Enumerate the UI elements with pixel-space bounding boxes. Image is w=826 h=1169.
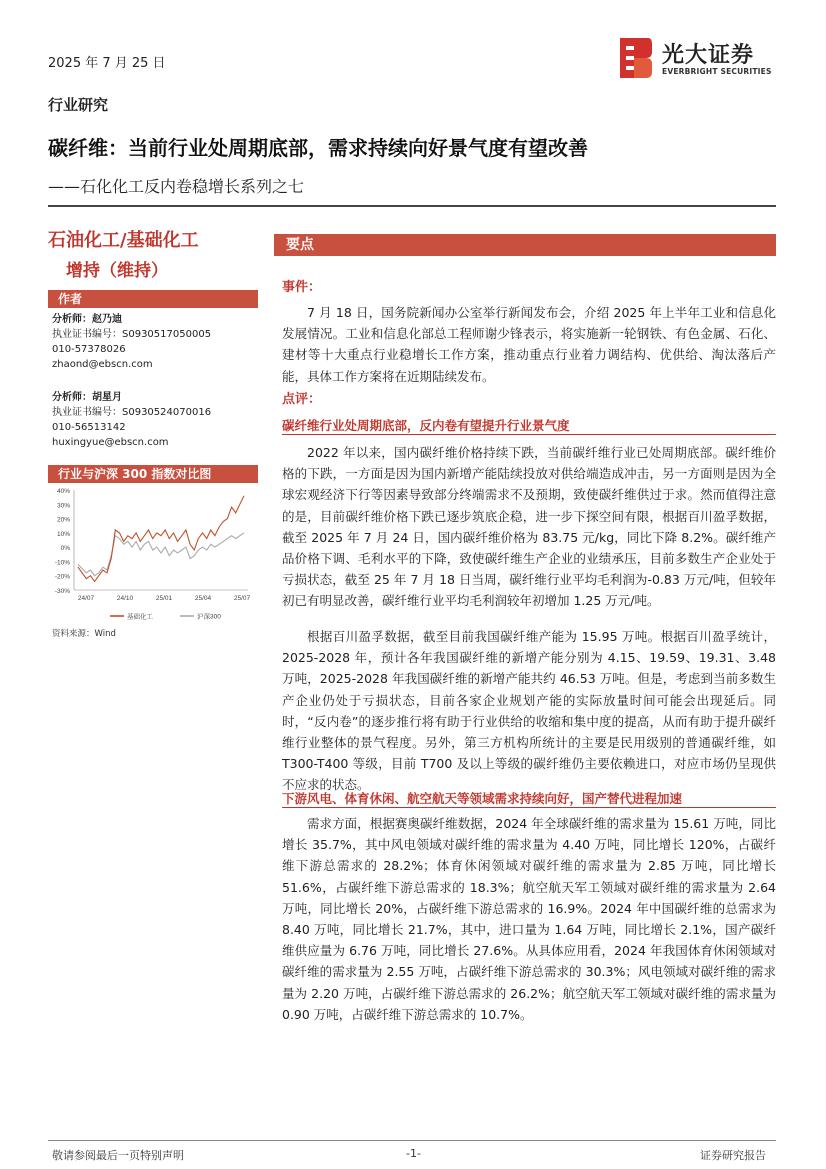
footer-report-type: 证券研究报告 <box>700 1149 766 1162</box>
page-subtitle: ——石化化工反内卷稳增长系列之七 <box>48 177 305 196</box>
analyst-phone: 010-56513142 <box>52 422 126 433</box>
x-tick-label: 24/07 <box>77 595 95 602</box>
section-heading-2: 下游风电、体育休闲、航空航天等领域需求持续向好，国产替代进程加速 <box>282 791 683 806</box>
points-heading: 要点 <box>274 234 776 256</box>
analyst-cert: 执业证书编号：S0930517050005 <box>52 329 212 340</box>
legend-label: 基础化工 <box>127 613 153 621</box>
event-paragraph: 7 月 18 日，国务院新闻办公室举行新闻发布会，介绍 2025 年上半年工业和信息化发展情况。工业和信息化部总工程师谢少锋表示，将实施新一轮钢铁、有色金属、石化、建材等十大重点行业稳增长工作方案，推动重点行业着力调结构、优供给、淘汰落后产能，具体工作方案将在近期陆续发布。 <box>282 305 776 384</box>
report-date: 2025 年 7 月 25 日 <box>48 56 166 71</box>
footer-disclaimer: 敬请参阅最后一页特别声明 <box>52 1149 184 1162</box>
section-heading-2-underline <box>282 807 776 808</box>
y-tick-label: 40% <box>56 488 70 495</box>
series-line <box>78 533 244 576</box>
y-tick-label: -10% <box>54 559 70 567</box>
industry-rating: 增持（维持） <box>66 261 168 281</box>
analyst-cert: 执业证书编号：S0930524070016 <box>52 407 212 418</box>
analyst-name: 分析师：赵乃迪 <box>52 314 122 325</box>
y-tick-label: 10% <box>56 530 70 538</box>
index-comparison-chart <box>48 486 253 626</box>
everbright-logo-icon <box>618 36 654 80</box>
page-number: -1- <box>406 1147 421 1160</box>
page-title: 碳纤维：当前行业处周期底部，需求持续向好景气度有望改善 <box>48 136 588 160</box>
y-tick-label: -20% <box>54 573 70 581</box>
header-divider <box>48 205 776 207</box>
section-heading-1-underline <box>282 434 776 435</box>
industry-name: 石油化工/基础化工 <box>48 230 199 251</box>
x-tick-label: 24/10 <box>116 595 134 602</box>
y-tick-label: -30% <box>54 588 70 595</box>
analyst-1 <box>52 312 252 372</box>
chart-svg <box>48 486 253 626</box>
y-tick-label: 0% <box>60 545 70 553</box>
series-line <box>78 496 244 582</box>
legend-label: 沪深300 <box>197 613 221 621</box>
x-tick-label: 25/07 <box>233 595 251 602</box>
author-heading: 作者 <box>48 290 258 308</box>
analyst-2 <box>52 390 252 450</box>
paragraph-2: 根据百川盈孚数据，截至目前我国碳纤维产能为 15.95 万吨。根据百川盈孚统计，2025-2028 年，预计各年我国碳纤维的新增产能分别为 4.15、19.59、19.31、3.48 万吨，2025-2028 年我国碳纤维的新增产能共约 46.53 万吨。但是，考虑到当前多数生产企业仍处于亏损状态，目前各家企业规划产能的实际放量时间可能会出现延后。同时，“反内卷”的逐步推行将有助于行业供给的收缩和集中度的提高，从而有助于提升碳纤维行业整体的景气程度。另外，第三方机构所统计的主要是民用级别的普通碳纤维，如 T300-T400 等级，目前 T700 及以上等级的碳纤维仍主要依赖进口，对应市场仍呈现供不应求的状态。 <box>282 629 776 793</box>
company-logo <box>618 36 778 84</box>
logo-cn-text: 光大证券 <box>662 43 755 68</box>
analyst-name: 分析师：胡星月 <box>52 392 122 403</box>
analyst-email: huxingyue@ebscn.com <box>52 437 169 448</box>
x-tick-label: 25/04 <box>194 595 212 602</box>
logo-en-text: EVERBRIGHT SECURITIES <box>662 67 772 76</box>
analyst-email: zhaond@ebscn.com <box>52 359 153 370</box>
y-tick-label: 20% <box>56 516 70 524</box>
report-category: 行业研究 <box>48 96 109 114</box>
paragraph-1: 2022 年以来，国内碳纤维价格持续下跌，当前碳纤维行业已处周期底部。碳纤维价格的下跌，一方面是因为国内新增产能陆续投放对供给端造成冲击，另一方面则是因为全球宏观经济下行等因素导致部分终端需求不及预期，致使碳纤维供过于求。然而值得注意的是，目前碳纤维价格下跌已逐步筑底企稳，进一步下探空间有限，根据百川盈孚数据，截至 2025 年 7 月 24 日，国内碳纤维价格为 83.75 元/kg，同比下降 8.2%。碳纤维产品价格下调、毛利水平的下降，致使碳纤维生产企业的业绩承压，目前多数生产企业处于亏损状态，截至 25 年 7 月 18 日当周，碳纤维行业平均毛利润为-0.83 万元/吨，但较年初已有明显改善，碳纤维行业平均毛利润较年初增加 1.25 万元/吨。 <box>282 445 776 609</box>
analyst-phone: 010-57378026 <box>52 344 126 355</box>
x-tick-label: 25/01 <box>155 595 173 602</box>
chart-heading: 行业与沪深 300 指数对比图 <box>48 465 258 483</box>
section-heading-1: 碳纤维行业处周期底部，反内卷有望提升行业景气度 <box>282 418 570 433</box>
paragraph-3: 需求方面，根据赛奥碳纤维数据，2024 年全球碳纤维的需求量为 15.61 万吨，同比增长 35.7%，其中风电领域对碳纤维的需求量为 4.40 万吨，同比增长 120%，占碳纤维下游总需求的 28.2%；体育休闲领域对碳纤维的需求量为 2.85 万吨，同比增长 51.6%，占碳纤维下游总需求的 18.3%；航空航天军工领域对碳纤维的需求量为 2.64 万吨，同比增长 20%，占碳纤维下游总需求的 16.9%。2024 年中国碳纤维的总需求为 8.40 万吨，同比增长 21.7%，其中，进口量为 1.64 万吨，同比增长 2.1%，国产碳纤维供应量为 6.76 万吨，同比增长 27.6%。从具体应用看，2024 年我国体育休闲领域对碳纤维的需求量为 2.55 万吨，占碳纤维下游总需求的 30.3%；风电领域对碳纤维的需求量为 2.20 万吨，占碳纤维下游总需求的 26.2%；航空航天军工领域对碳纤维的需求量为 0.90 万吨，占碳纤维下游总需求的 10.7%。 <box>282 816 776 1022</box>
footer-divider <box>48 1140 776 1141</box>
comment-label: 点评： <box>282 392 322 407</box>
event-label: 事件： <box>282 280 322 295</box>
y-tick-label: 30% <box>56 502 70 510</box>
chart-source: 资料来源：Wind <box>52 629 116 639</box>
